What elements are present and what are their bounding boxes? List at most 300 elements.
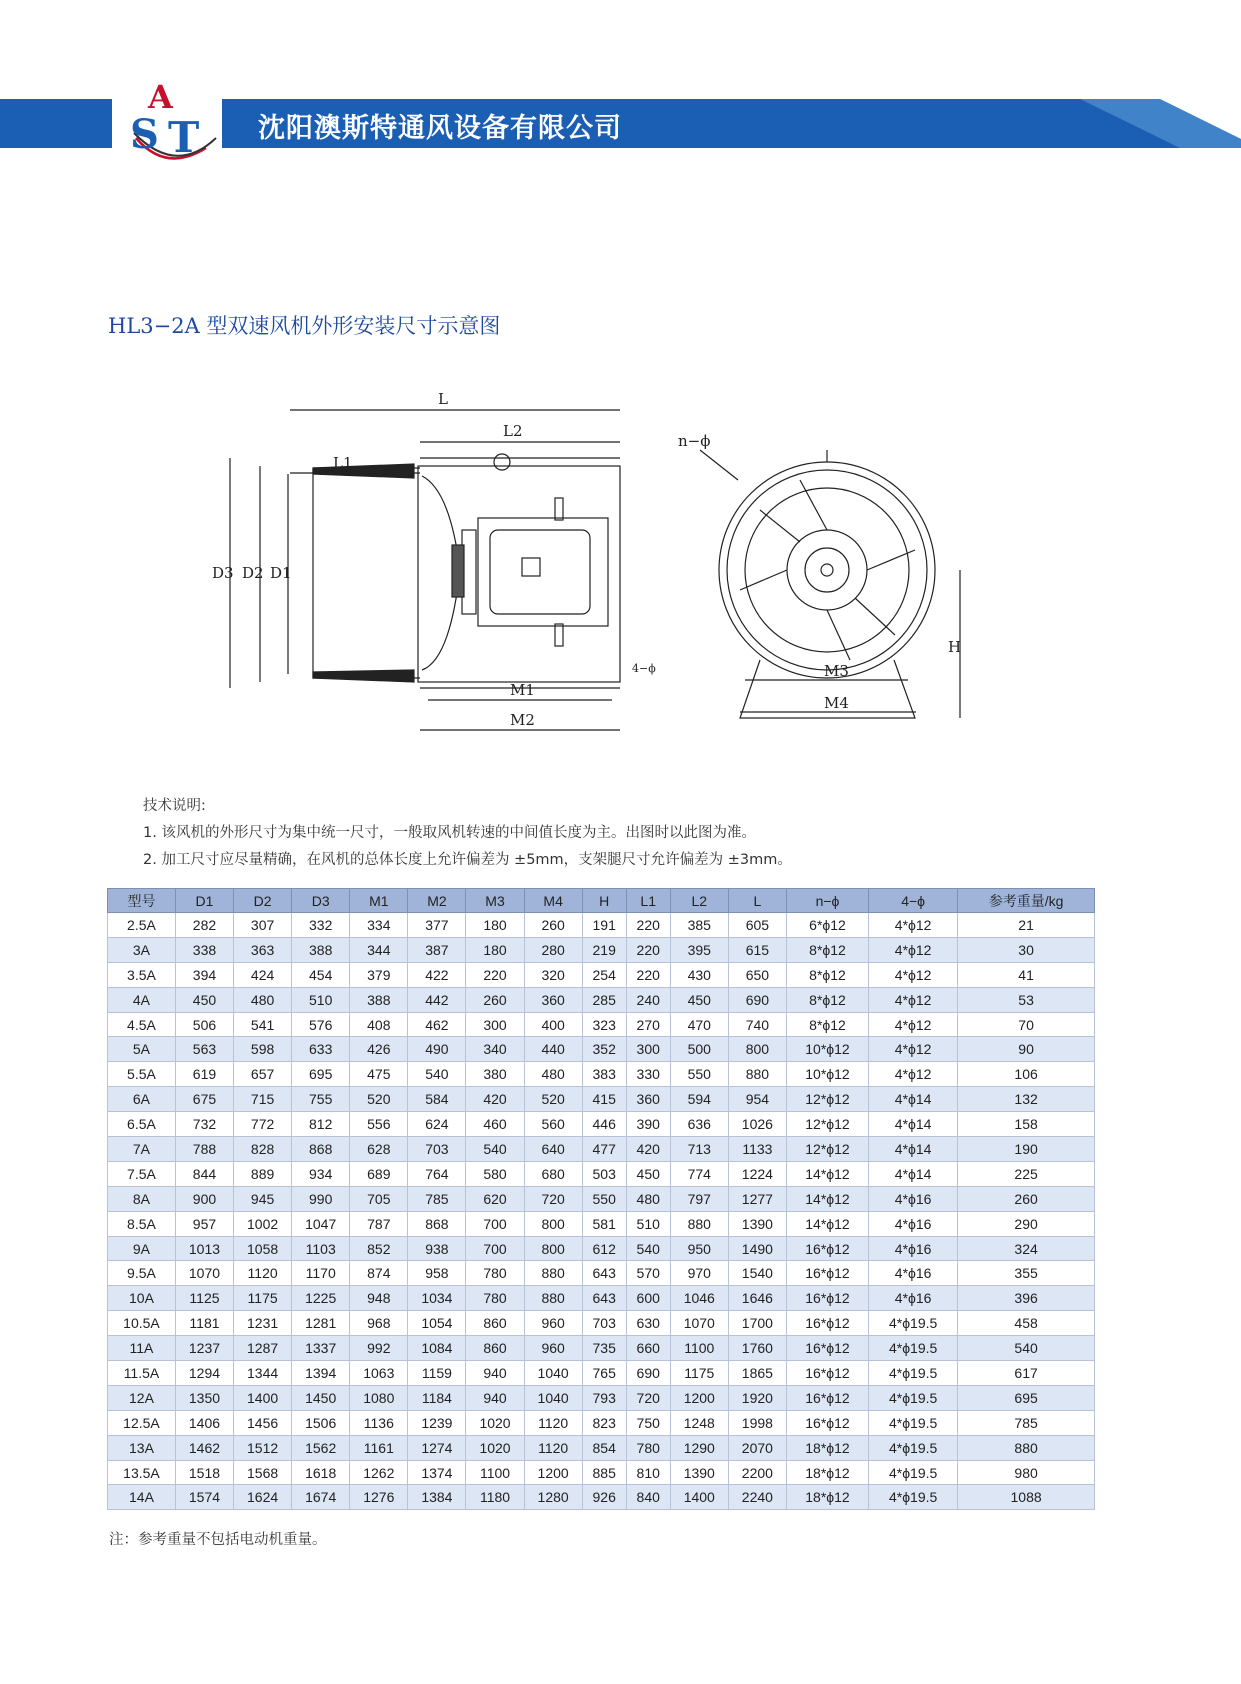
table-cell: 640 <box>524 1137 582 1162</box>
table-cell: 180 <box>466 913 524 938</box>
table-cell: 880 <box>670 1211 728 1236</box>
table-cell: 970 <box>670 1261 728 1286</box>
table-cell: 1400 <box>234 1385 292 1410</box>
table-cell: 675 <box>175 1087 233 1112</box>
table-cell: 1070 <box>670 1311 728 1336</box>
table-cell: 16*ϕ12 <box>786 1236 868 1261</box>
table-cell: 540 <box>466 1137 524 1162</box>
table-cell: 320 <box>524 962 582 987</box>
dim-label-D1: D1 <box>270 564 292 582</box>
table-cell: 4*ϕ19.5 <box>869 1385 958 1410</box>
svg-text:A: A <box>148 78 173 116</box>
table-row <box>108 1062 1095 1087</box>
table-cell: 475 <box>350 1062 408 1087</box>
dim-label-4-phi: 4−ϕ <box>632 662 656 675</box>
table-cell: 735 <box>582 1336 626 1361</box>
table-cell: 2240 <box>728 1485 786 1510</box>
table-cell: 860 <box>466 1336 524 1361</box>
table-cell: 1568 <box>234 1460 292 1485</box>
table-cell: 605 <box>728 913 786 938</box>
table-cell: 4*ϕ14 <box>869 1137 958 1162</box>
table-cell: 16*ϕ12 <box>786 1261 868 1286</box>
table-cell: 1390 <box>670 1460 728 1485</box>
table-cell: 480 <box>234 987 292 1012</box>
table-row <box>108 1236 1095 1261</box>
table-cell: 480 <box>524 1062 582 1087</box>
table-cell: 1200 <box>524 1460 582 1485</box>
table-cell: 1120 <box>524 1435 582 1460</box>
table-cell: 158 <box>958 1112 1095 1137</box>
table-cell: 1394 <box>292 1361 350 1386</box>
table-cell: 9A <box>108 1236 176 1261</box>
table-cell: 338 <box>175 937 233 962</box>
table-cell: 787 <box>350 1211 408 1236</box>
table-cell: 1406 <box>175 1410 233 1435</box>
table-cell: 11.5A <box>108 1361 176 1386</box>
table-cell: 352 <box>582 1037 626 1062</box>
table-cell: 780 <box>466 1286 524 1311</box>
table-cell: 780 <box>466 1261 524 1286</box>
table-cell: 800 <box>728 1037 786 1062</box>
table-cell: 106 <box>958 1062 1095 1087</box>
table-cell: 1262 <box>350 1460 408 1485</box>
table-cell: 254 <box>582 962 626 987</box>
table-cell: 785 <box>958 1410 1095 1435</box>
table-cell: 132 <box>958 1087 1095 1112</box>
table-cell: 580 <box>466 1161 524 1186</box>
table-cell: 1040 <box>524 1361 582 1386</box>
table-cell: 480 <box>626 1186 670 1211</box>
table-cell: 1175 <box>670 1361 728 1386</box>
table-cell: 576 <box>292 1012 350 1037</box>
table-cell: 1161 <box>350 1435 408 1460</box>
table-cell: 450 <box>670 987 728 1012</box>
table-cell: 363 <box>234 937 292 962</box>
table-cell: 10.5A <box>108 1311 176 1336</box>
table-cell: 968 <box>350 1311 408 1336</box>
table-cell: 934 <box>292 1161 350 1186</box>
table-cell: 885 <box>582 1460 626 1485</box>
table-cell: 1200 <box>670 1385 728 1410</box>
table-cell: 16*ϕ12 <box>786 1385 868 1410</box>
table-cell: 1646 <box>728 1286 786 1311</box>
table-cell: 240 <box>626 987 670 1012</box>
table-cell: 520 <box>524 1087 582 1112</box>
dim-label-n-phi: n−ϕ <box>678 432 711 450</box>
table-cell: 926 <box>582 1485 626 1510</box>
table-cell: 1374 <box>408 1460 466 1485</box>
table-cell: 563 <box>175 1037 233 1062</box>
table-row <box>108 937 1095 962</box>
table-cell: 430 <box>670 962 728 987</box>
dim-label-L2: L2 <box>503 422 523 440</box>
dim-label-M4: M4 <box>824 694 849 712</box>
table-cell: 285 <box>582 987 626 1012</box>
table-cell: 4*ϕ12 <box>869 1012 958 1037</box>
table-cell: 5A <box>108 1037 176 1062</box>
table-cell: 14A <box>108 1485 176 1510</box>
table-cell: 1277 <box>728 1186 786 1211</box>
technical-notes <box>143 793 792 874</box>
table-cell: 615 <box>728 937 786 962</box>
table-cell: 4*ϕ12 <box>869 987 958 1012</box>
table-header-cell: L2 <box>670 889 728 913</box>
table-cell: 8.5A <box>108 1211 176 1236</box>
table-cell: 324 <box>958 1236 1095 1261</box>
table-cell: 307 <box>234 913 292 938</box>
table-cell: 420 <box>466 1087 524 1112</box>
table-cell: 630 <box>626 1311 670 1336</box>
table-cell: 992 <box>350 1336 408 1361</box>
table-cell: 2070 <box>728 1435 786 1460</box>
table-cell: 854 <box>582 1435 626 1460</box>
table-cell: 260 <box>524 913 582 938</box>
table-cell: 633 <box>292 1037 350 1062</box>
table-row <box>108 1361 1095 1386</box>
table-header-cell: M2 <box>408 889 466 913</box>
table-header-cell: 型号 <box>108 889 176 913</box>
table-cell: 540 <box>408 1062 466 1087</box>
table-cell: 6A <box>108 1087 176 1112</box>
table-cell: 705 <box>350 1186 408 1211</box>
table-cell: 220 <box>466 962 524 987</box>
table-cell: 950 <box>670 1236 728 1261</box>
table-cell: 219 <box>582 937 626 962</box>
table-cell: 1624 <box>234 1485 292 1510</box>
table-cell: 385 <box>670 913 728 938</box>
note-item: 2. 加工尺寸应尽量精确，在风机的总体长度上允许偏差为 ±5mm，支架腿尺寸允许偏差为 ±3mm。 <box>143 852 792 868</box>
table-cell: 880 <box>958 1435 1095 1460</box>
table-cell: 1133 <box>728 1137 786 1162</box>
table-cell: 1865 <box>728 1361 786 1386</box>
table-cell: 1084 <box>408 1336 466 1361</box>
table-cell: 9.5A <box>108 1261 176 1286</box>
table-cell: 16*ϕ12 <box>786 1336 868 1361</box>
table-cell: 785 <box>408 1186 466 1211</box>
table-cell: 220 <box>626 962 670 987</box>
table-cell: 1390 <box>728 1211 786 1236</box>
table-cell: 388 <box>350 987 408 1012</box>
table-cell: 868 <box>292 1137 350 1162</box>
table-cell: 503 <box>582 1161 626 1186</box>
table-cell: 650 <box>728 962 786 987</box>
table-row <box>108 1435 1095 1460</box>
table-cell: 957 <box>175 1211 233 1236</box>
table-cell: 270 <box>626 1012 670 1037</box>
table-cell: 1180 <box>466 1485 524 1510</box>
table-cell: 14*ϕ12 <box>786 1161 868 1186</box>
table-cell: 960 <box>524 1311 582 1336</box>
table-cell: 938 <box>408 1236 466 1261</box>
table-row <box>108 1037 1095 1062</box>
table-cell: 1088 <box>958 1485 1095 1510</box>
table-cell: 900 <box>175 1186 233 1211</box>
table-cell: 852 <box>350 1236 408 1261</box>
table-cell: 940 <box>466 1361 524 1386</box>
table-cell: 1063 <box>350 1361 408 1386</box>
table-cell: 657 <box>234 1062 292 1087</box>
table-cell: 720 <box>524 1186 582 1211</box>
table-row <box>108 1336 1095 1361</box>
table-cell: 598 <box>234 1037 292 1062</box>
table-cell: 703 <box>408 1137 466 1162</box>
table-cell: 550 <box>670 1062 728 1087</box>
table-cell: 1540 <box>728 1261 786 1286</box>
table-cell: 16*ϕ12 <box>786 1410 868 1435</box>
table-cell: 990 <box>292 1186 350 1211</box>
table-cell: 4*ϕ19.5 <box>869 1435 958 1460</box>
table-cell: 300 <box>466 1012 524 1037</box>
table-cell: 1175 <box>234 1286 292 1311</box>
table-cell: 191 <box>582 913 626 938</box>
table-cell: 880 <box>524 1261 582 1286</box>
table-cell: 520 <box>350 1087 408 1112</box>
table-cell: 1674 <box>292 1485 350 1510</box>
table-cell: 1040 <box>524 1385 582 1410</box>
table-cell: 1170 <box>292 1261 350 1286</box>
table-cell: 812 <box>292 1112 350 1137</box>
table-cell: 690 <box>728 987 786 1012</box>
table-header-cell: M3 <box>466 889 524 913</box>
table-cell: 8*ϕ12 <box>786 937 868 962</box>
table-cell: 462 <box>408 1012 466 1037</box>
table-cell: 1512 <box>234 1435 292 1460</box>
table-cell: 1026 <box>728 1112 786 1137</box>
table-cell: 4*ϕ19.5 <box>869 1410 958 1435</box>
table-cell: 6.5A <box>108 1112 176 1137</box>
table-cell: 396 <box>958 1286 1095 1311</box>
table-cell: 53 <box>958 987 1095 1012</box>
table-cell: 772 <box>234 1112 292 1137</box>
table-cell: 282 <box>175 913 233 938</box>
table-row <box>108 1410 1095 1435</box>
table-cell: 1070 <box>175 1261 233 1286</box>
table-cell: 1125 <box>175 1286 233 1311</box>
dimension-table <box>107 888 1095 1510</box>
table-cell: 713 <box>670 1137 728 1162</box>
table-cell: 4*ϕ12 <box>869 1062 958 1087</box>
table-cell: 400 <box>524 1012 582 1037</box>
table-cell: 619 <box>175 1062 233 1087</box>
table-cell: 426 <box>350 1037 408 1062</box>
table-cell: 1344 <box>234 1361 292 1386</box>
table-cell: 550 <box>582 1186 626 1211</box>
table-cell: 581 <box>582 1211 626 1236</box>
note-item: 1. 该风机的外形尺寸为集中统一尺寸，一般取风机转速的中间值长度为主。出图时以此图为准。 <box>143 825 756 841</box>
table-cell: 1562 <box>292 1435 350 1460</box>
table-cell: 810 <box>626 1460 670 1485</box>
table-cell: 383 <box>582 1062 626 1087</box>
table-cell: 2.5A <box>108 913 176 938</box>
table-cell: 41 <box>958 962 1095 987</box>
table-cell: 5.5A <box>108 1062 176 1087</box>
table-cell: 340 <box>466 1037 524 1062</box>
table-cell: 330 <box>626 1062 670 1087</box>
table-cell: 594 <box>670 1087 728 1112</box>
table-cell: 1080 <box>350 1385 408 1410</box>
table-cell: 225 <box>958 1161 1095 1186</box>
table-cell: 290 <box>958 1211 1095 1236</box>
table-header-cell: M4 <box>524 889 582 913</box>
notes-heading: 技术说明: <box>143 798 206 814</box>
table-cell: 10A <box>108 1286 176 1311</box>
table-cell: 190 <box>958 1137 1095 1162</box>
drawing-title: HL3−2A 型双速风机外形安装尺寸示意图 <box>108 314 501 338</box>
table-cell: 260 <box>958 1186 1095 1211</box>
table-cell: 16*ϕ12 <box>786 1361 868 1386</box>
table-cell: 703 <box>582 1311 626 1336</box>
table-cell: 1020 <box>466 1435 524 1460</box>
table-cell: 1103 <box>292 1236 350 1261</box>
table-header-cell: n−ϕ <box>786 889 868 913</box>
table-row <box>108 1261 1095 1286</box>
footnote: 注：参考重量不包括电动机重量。 <box>109 1532 327 1548</box>
table-cell: 1184 <box>408 1385 466 1410</box>
table-cell: 1002 <box>234 1211 292 1236</box>
table-row <box>108 962 1095 987</box>
table-cell: 624 <box>408 1112 466 1137</box>
table-cell: 334 <box>350 913 408 938</box>
table-row <box>108 1460 1095 1485</box>
table-cell: 1047 <box>292 1211 350 1236</box>
table-cell: 1998 <box>728 1410 786 1435</box>
table-cell: 4A <box>108 987 176 1012</box>
table-cell: 1231 <box>234 1311 292 1336</box>
table-cell: 1100 <box>466 1460 524 1485</box>
table-cell: 1506 <box>292 1410 350 1435</box>
table-cell: 1400 <box>670 1485 728 1510</box>
table-cell: 960 <box>524 1336 582 1361</box>
table-cell: 1239 <box>408 1410 466 1435</box>
table-cell: 860 <box>466 1311 524 1336</box>
table-header-cell: D3 <box>292 889 350 913</box>
table-cell: 344 <box>350 937 408 962</box>
table-cell: 3.5A <box>108 962 176 987</box>
table-cell: 360 <box>626 1087 670 1112</box>
table-cell: 600 <box>626 1286 670 1311</box>
table-cell: 377 <box>408 913 466 938</box>
table-cell: 1760 <box>728 1336 786 1361</box>
table-cell: 446 <box>582 1112 626 1137</box>
table-cell: 720 <box>626 1385 670 1410</box>
table-cell: 755 <box>292 1087 350 1112</box>
table-cell: 1100 <box>670 1336 728 1361</box>
table-cell: 332 <box>292 913 350 938</box>
table-cell: 1248 <box>670 1410 728 1435</box>
table-cell: 1181 <box>175 1311 233 1336</box>
table-cell: 1574 <box>175 1485 233 1510</box>
table-cell: 260 <box>466 987 524 1012</box>
table-row <box>108 1186 1095 1211</box>
table-cell: 1280 <box>524 1485 582 1510</box>
table-cell: 823 <box>582 1410 626 1435</box>
table-cell: 940 <box>466 1385 524 1410</box>
table-cell: 7A <box>108 1137 176 1162</box>
table-cell: 617 <box>958 1361 1095 1386</box>
table-cell: 388 <box>292 937 350 962</box>
table-cell: 16*ϕ12 <box>786 1286 868 1311</box>
table-cell: 4*ϕ16 <box>869 1261 958 1286</box>
table-header-cell: 4−ϕ <box>869 889 958 913</box>
company-name: 沈阳澳斯特通风设备有限公司 <box>258 113 622 144</box>
table-cell: 765 <box>582 1361 626 1386</box>
table-cell: 1384 <box>408 1485 466 1510</box>
table-cell: 1136 <box>350 1410 408 1435</box>
table-cell: 1020 <box>466 1410 524 1435</box>
table-cell: 395 <box>670 937 728 962</box>
table-cell: 695 <box>292 1062 350 1087</box>
table-cell: 788 <box>175 1137 233 1162</box>
table-cell: 440 <box>524 1037 582 1062</box>
table-cell: 889 <box>234 1161 292 1186</box>
table-cell: 840 <box>626 1485 670 1510</box>
table-cell: 500 <box>670 1037 728 1062</box>
table-cell: 180 <box>466 937 524 962</box>
table-cell: 220 <box>626 937 670 962</box>
table-header-cell: L1 <box>626 889 670 913</box>
table-cell: 4*ϕ16 <box>869 1186 958 1211</box>
table-cell: 1276 <box>350 1485 408 1510</box>
table-cell: 4*ϕ19.5 <box>869 1336 958 1361</box>
table-cell: 422 <box>408 962 466 987</box>
table-cell: 10*ϕ12 <box>786 1062 868 1087</box>
table-cell: 380 <box>466 1062 524 1087</box>
table-cell: 715 <box>234 1087 292 1112</box>
table-cell: 690 <box>626 1361 670 1386</box>
table-header-cell: L <box>728 889 786 913</box>
table-cell: 1287 <box>234 1336 292 1361</box>
table-cell: 540 <box>958 1336 1095 1361</box>
table-cell: 1490 <box>728 1236 786 1261</box>
table-cell: 470 <box>670 1012 728 1037</box>
table-cell: 450 <box>175 987 233 1012</box>
table-cell: 4*ϕ19.5 <box>869 1460 958 1485</box>
company-logo <box>126 78 236 170</box>
table-row <box>108 1485 1095 1510</box>
table-cell: 774 <box>670 1161 728 1186</box>
table-cell: 18*ϕ12 <box>786 1485 868 1510</box>
table-cell: 643 <box>582 1286 626 1311</box>
dim-label-D2: D2 <box>242 564 264 582</box>
table-row <box>108 1385 1095 1410</box>
dim-label-M2: M2 <box>510 711 535 729</box>
table-cell: 1450 <box>292 1385 350 1410</box>
table-cell: 458 <box>958 1311 1095 1336</box>
table-cell: 612 <box>582 1236 626 1261</box>
table-header-cell: 参考重量/kg <box>958 889 1095 913</box>
table-cell: 70 <box>958 1012 1095 1037</box>
table-cell: 556 <box>350 1112 408 1137</box>
table-cell: 660 <box>626 1336 670 1361</box>
table-cell: 540 <box>626 1236 670 1261</box>
table-cell: 12.5A <box>108 1410 176 1435</box>
table-cell: 958 <box>408 1261 466 1286</box>
table-header-cell: M1 <box>350 889 408 913</box>
table-cell: 1618 <box>292 1460 350 1485</box>
table-cell: 740 <box>728 1012 786 1037</box>
table-cell: 4*ϕ19.5 <box>869 1311 958 1336</box>
table-header-row <box>108 889 1095 913</box>
table-cell: 4*ϕ16 <box>869 1286 958 1311</box>
table-row <box>108 1286 1095 1311</box>
table-cell: 7.5A <box>108 1161 176 1186</box>
table-cell: 750 <box>626 1410 670 1435</box>
table-cell: 4*ϕ12 <box>869 937 958 962</box>
table-cell: 420 <box>626 1137 670 1162</box>
table-cell: 394 <box>175 962 233 987</box>
table-cell: 4*ϕ12 <box>869 913 958 938</box>
table-cell: 390 <box>626 1112 670 1137</box>
